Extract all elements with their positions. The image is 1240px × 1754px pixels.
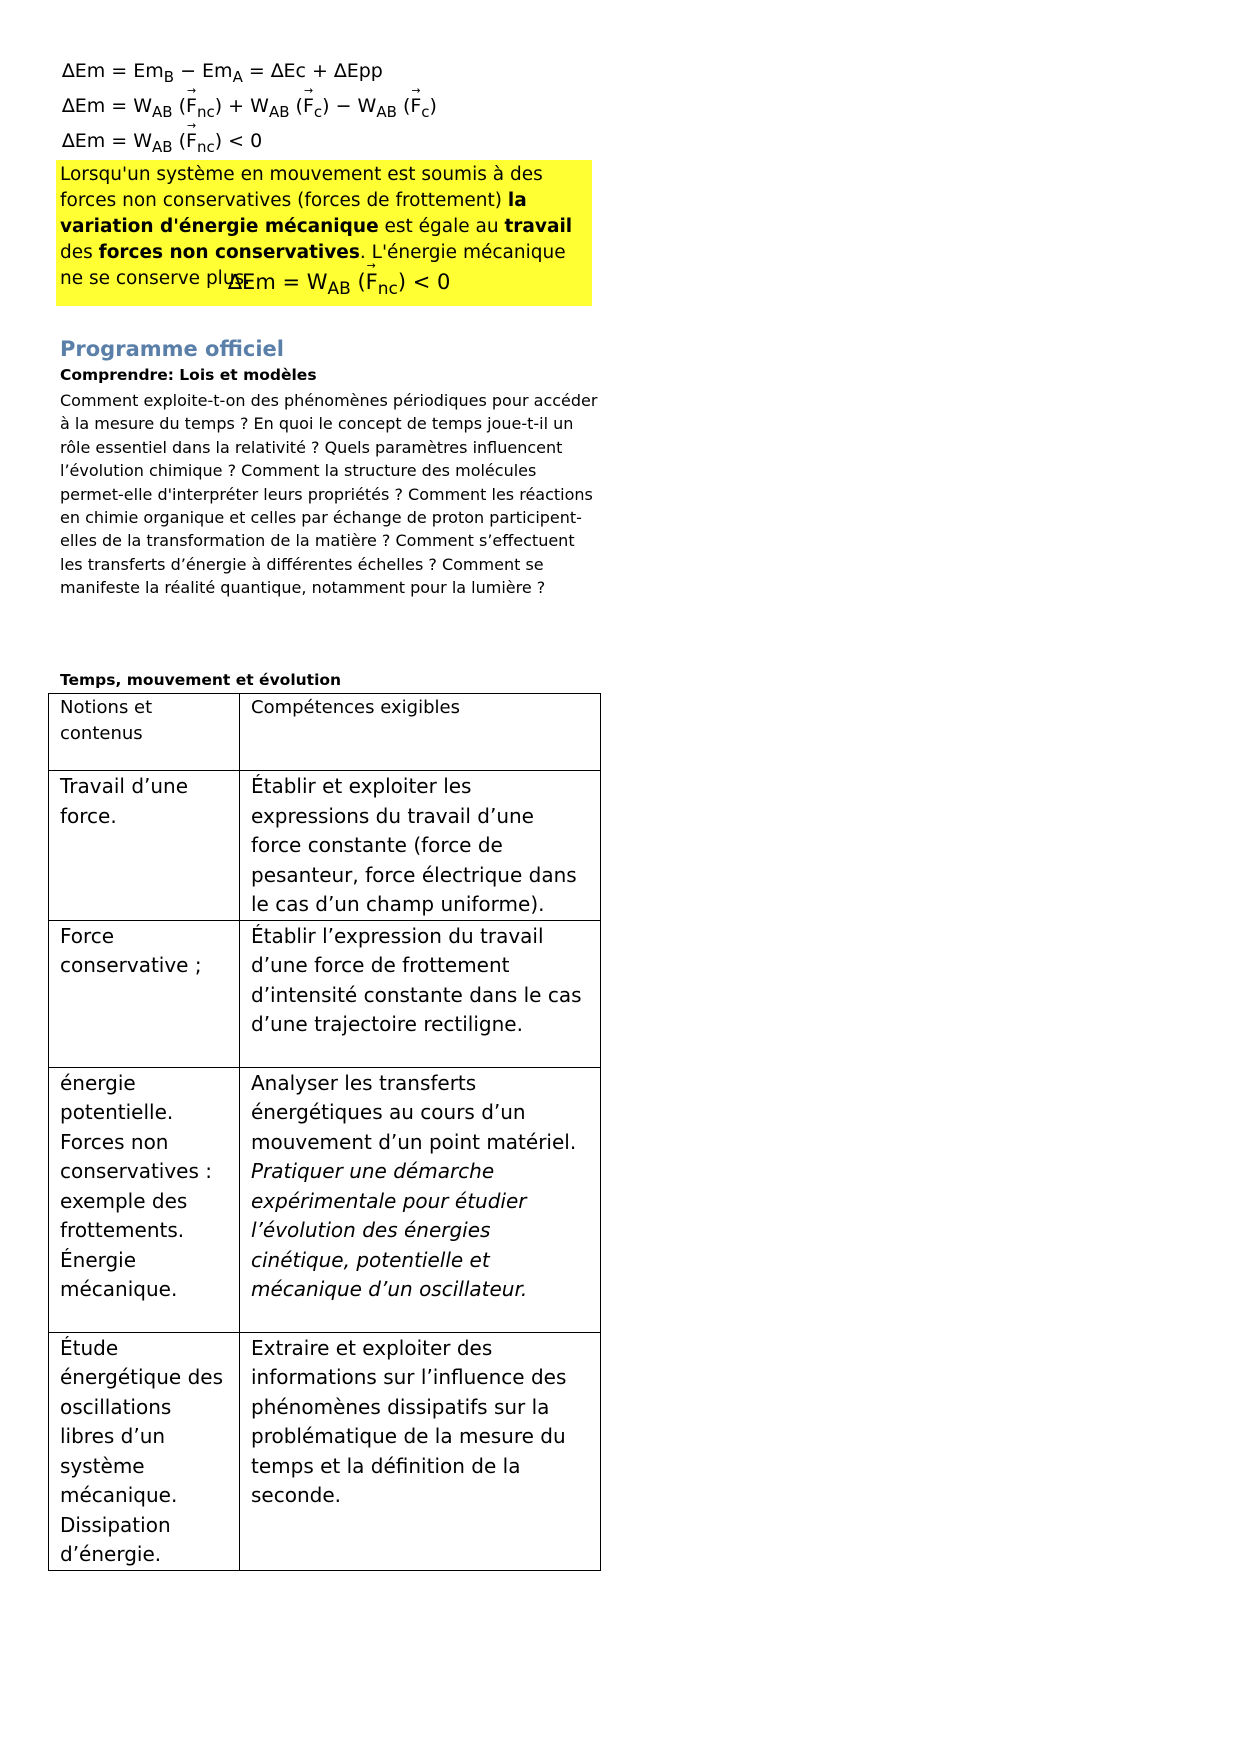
table-row: [49, 920, 601, 1067]
summary-bold: la variation d'énergie mécanique: [60, 190, 527, 237]
competence-text: Établir l’expression du travail d’une force de frottement d’intensité constante dans le cas d’une trajectoire rectiligne.: [251, 923, 582, 1036]
header-competences: Compétences exigibles: [240, 694, 601, 771]
force-vector: → F: [186, 130, 197, 152]
competence-text: Extraire et exploiter des informations sur l’influence des phénomènes dissipatifs sur la problématique de la mesure du temps et la définition de la seconde.: [251, 1335, 567, 1507]
eq-text: (: [289, 95, 303, 117]
intro-paragraph: Comment exploite-t-on des phénomènes périodiques pour accéder à la mesure du temps ? En quoi le concept de temps joue-t-il un rôle essentiel dans la relativité ? Quels paramètres influencent l’évolution chimique ? Comment la structure des molécules permet-elle d'interpréter leurs propriétés ? Comment les réactions en chimie organique et celles par échange de proton participent-elles de la transformation de la matière ? Comment s’effectuent les transferts d’énergie à différentes échelles ? Comment se manifeste la réalité quantique, notamment pour la lumière ?: [60, 391, 598, 598]
table-row: [49, 1067, 601, 1332]
eq-subscript: nc: [196, 138, 215, 156]
eq-subscript: c: [313, 103, 323, 121]
competence-cell: [240, 771, 601, 921]
eq-text: (: [172, 130, 187, 152]
program-table: [48, 693, 601, 1571]
notion-cell: Étude énergétique des oscillations libres d’un système mécanique. Dissipation d’énergie.: [49, 1332, 240, 1570]
section-subtitle: Comprendre: Lois et modèles: [60, 366, 317, 384]
equation-work-sum: [62, 95, 437, 121]
competence-cell: [240, 1067, 601, 1332]
notion-cell: Travail d’une force.: [49, 771, 240, 921]
highlighted-summary-box: [56, 160, 592, 306]
summary-bold: travail: [504, 216, 573, 237]
eq-subscript: AB: [152, 103, 173, 121]
summary-segment: est égale au: [378, 216, 505, 237]
table-header-row: [49, 694, 601, 771]
eq-subscript: c: [421, 103, 430, 121]
section-title: Programme officiel: [60, 337, 284, 361]
eq-subscript: nc: [196, 103, 215, 121]
notion-cell: Force conservative ;: [49, 920, 240, 1067]
header-notions: Notions et contenus: [49, 694, 240, 771]
eq-text: ∆Em = W: [228, 270, 328, 294]
summary-bold: forces non conservatives: [98, 242, 360, 263]
eq-text: ) + W: [214, 95, 269, 117]
table-title: Temps, mouvement et évolution: [60, 671, 342, 689]
eq-text: ): [429, 95, 437, 117]
competence-cell: [240, 920, 601, 1067]
summary-segment: . L'énergie mécanique ne se conserve plus.: [60, 242, 566, 289]
eq-text: (: [350, 270, 366, 294]
force-vector: → F: [366, 270, 378, 294]
eq-text: (: [172, 95, 187, 117]
eq-text: ∆Em = W: [62, 95, 153, 117]
eq-subscript: AB: [327, 279, 351, 299]
eq-text: ∆Em = Em: [62, 60, 164, 82]
eq-subscript: nc: [377, 279, 398, 299]
eq-text: ∆Em = W: [62, 130, 153, 152]
equation-energy-variation: [62, 60, 383, 86]
eq-text: (: [396, 95, 411, 117]
eq-subscript: B: [163, 68, 175, 86]
eq-subscript: AB: [268, 103, 290, 121]
eq-text: ) < 0: [214, 130, 263, 152]
competence-text: Analyser les transferts énergétiques au cours d’un mouvement d’un point matériel.: [251, 1070, 577, 1154]
force-vector: → F: [410, 95, 421, 117]
eq-text: − Em: [174, 60, 233, 82]
force-vector: → F: [303, 95, 314, 117]
notion-cell: énergie potentielle. Forces non conservatives : exemple des frottements. Énergie mécanique.: [49, 1067, 240, 1332]
summary-equation: [228, 270, 450, 299]
force-vector: → F: [186, 95, 197, 117]
summary-segment: Lorsqu'un système en mouvement est soumis à des forces non conservatives (forces de frottement): [60, 164, 543, 211]
equation-nonconservative-work: [62, 130, 262, 156]
competence-text: Établir et exploiter les expressions du travail d’une force constante (force de pesanteur, force électrique dans le cas d’un champ uniforme).: [251, 774, 577, 916]
summary-segment: des: [60, 242, 99, 263]
competence-italic-text: Pratiquer une démarche expérimentale pour étudier l’évolution des énergies cinétique, potentielle et mécanique d’un oscillateur.: [251, 1159, 528, 1301]
eq-text: ) < 0: [397, 270, 451, 294]
competence-cell: [240, 1332, 601, 1570]
eq-subscript: AB: [152, 138, 173, 156]
eq-text: ) − W: [322, 95, 377, 117]
table-row: [49, 771, 601, 921]
eq-text: = ∆Ec + ∆Epp: [242, 60, 383, 82]
table-row: [49, 1332, 601, 1570]
eq-subscript: AB: [376, 103, 397, 121]
eq-subscript: A: [232, 68, 243, 86]
